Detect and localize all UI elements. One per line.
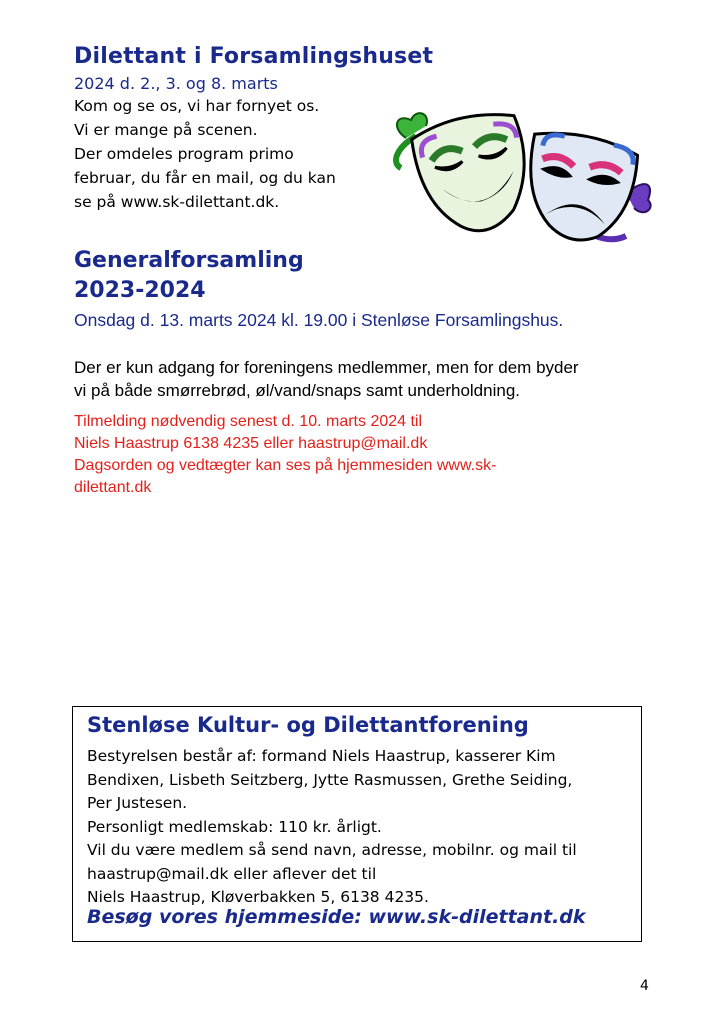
website-link[interactable]: Besøg vores hjemmeside: www.sk-dilettant.dk: [87, 906, 586, 928]
association-details: [87, 745, 577, 910]
title-line: 2023-2024: [74, 278, 206, 303]
theater-masks-icon: [386, 108, 661, 248]
association-info-box: [72, 706, 642, 942]
description-line: Vi er mange på scenen.: [74, 121, 258, 139]
association-title: Stenløse Kultur- og Dilettantforening: [87, 713, 529, 737]
section-description: [74, 94, 336, 214]
section-title-generalforsamling: [74, 246, 304, 306]
details-line: Niels Haastrup, Kløverbakken 5, 6138 4235.: [87, 888, 429, 906]
meeting-description: [74, 356, 579, 402]
details-line: Vil du være medlem så send navn, adresse, mobilnr. og mail til: [87, 841, 577, 859]
meeting-date: Onsdag d. 13. marts 2024 kl. 19.00 i Stenløse Forsamlingshus.: [74, 310, 564, 330]
details-line: Personligt medlemskab: 110 kr. årligt.: [87, 817, 382, 836]
title-line: Generalforsamling: [74, 248, 304, 273]
description-line: Kom og se os, vi har fornyet os.: [74, 97, 320, 115]
details-line: Per Justesen.: [87, 794, 188, 812]
notice-line: Niels Haastrup 6138 4235 eller haastrup@mail.dk: [74, 435, 428, 452]
notice-line: Dagsorden og vedtægter kan ses på hjemmesiden www.sk-: [74, 457, 497, 474]
details-line: haastrup@mail.dk eller aflever det til: [87, 864, 377, 883]
description-line: se på www.sk-dilettant.dk.: [74, 193, 280, 211]
section-title-dilettant: Dilettant i Forsamlingshuset: [74, 44, 434, 69]
body-line: vi på både smørrebrød, øl/vand/snaps samt underholdning.: [74, 381, 521, 400]
details-line: Bestyrelsen består af: formand Niels Haastrup, kasserer Kim: [87, 747, 556, 765]
body-line: Der er kun adgang for foreningens medlemmer, men for dem byder: [74, 358, 579, 377]
description-line: Der omdeles program primo: [74, 145, 294, 163]
notice-line: dilettant.dk: [74, 479, 152, 496]
registration-notice: [74, 411, 496, 499]
page-number: 4: [640, 978, 649, 994]
section-dates: 2024 d. 2., 3. og 8. marts: [74, 74, 278, 93]
description-line: februar, du får en mail, og du kan: [74, 169, 336, 187]
details-line: Bendixen, Lisbeth Seitzberg, Jytte Rasmussen, Grethe Seiding,: [87, 770, 573, 789]
notice-line: Tilmelding nødvendig senest d. 10. marts 2024 til: [74, 413, 423, 430]
